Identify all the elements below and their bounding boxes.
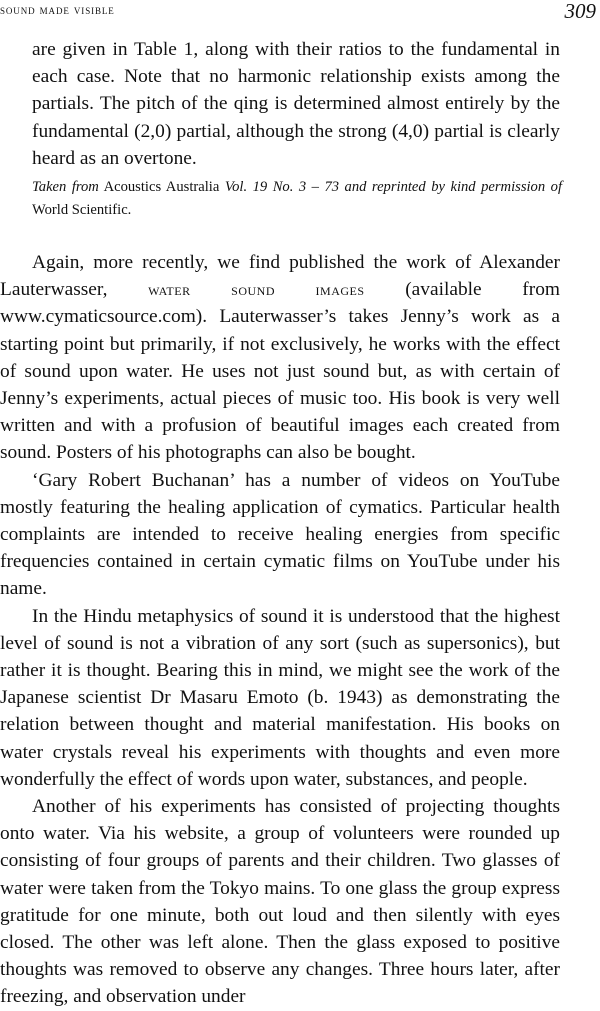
source-prefix: Taken from [32, 179, 99, 195]
paragraph-text: (available from www.cymaticsource.com). Lauterwasser’s takes Jenny’s work as a starting point but primarily, if not exclusively, he works with the effect of sound upon water. He uses not just sound but, as with certain of Jenny’s experiments, actual pieces of music too. His book is very well written and with a profusion of beautiful images each created from sound. Posters of his photographs can also be bought. [0, 279, 560, 464]
paragraph-text: Again, more recently, we find published the work of Alexander Lauterwasser, [0, 252, 560, 301]
main-text [0, 249, 560, 1011]
source-note [32, 176, 562, 221]
source-publisher: World Scientific. [32, 201, 132, 218]
quoted-passage [32, 36, 560, 172]
page-number: 309 [564, 0, 596, 23]
paragraph-experiment: Another of his experiments has consisted of projecting thoughts onto water. Via his website, a group of volunteers were rounded up consisting of four groups of parents and their children. Two glasses of water were taken from the Tokyo mains. To one glass the group express gratitude for one minute, both out loud and then silently with eyes closed. The other was left alone. Then the glass exposed to positive thoughts was removed to observe any changes. Three hours later, after freezing, and observation under [0, 796, 560, 1008]
quoted-paragraph: are given in Table 1, along with their ratios to the fundamental in each case. Note that no harmonic relationship exists among the partials. The pitch of the qing is determined almost entirely by the fundamental (2,0) partial, although the strong (4,0) partial is clearly heard as an overtone. [32, 39, 560, 169]
book-title: water sound images [148, 280, 365, 300]
source-citation: Vol. 19 No. 3 – 73 and reprinted by kind permission of [224, 179, 562, 195]
paragraph-buchanan: ‘Gary Robert Buchanan’ has a number of videos on YouTube mostly featuring the healing application of cymatics. Particular health complaints are intended to receive healing energies from specific frequencies contained in certain cymatic films on YouTube under his name. [0, 469, 560, 600]
source-journal: Acoustics Australia [103, 179, 220, 195]
paragraph-lauterwasser [0, 249, 560, 467]
running-header: sound made visible [0, 2, 115, 17]
paragraph-emoto: In the Hindu metaphysics of sound it is understood that the highest level of sound is not a vibration of any sort (such as supersonics), but rather it is thought. Bearing this in mind, we might see the work of the Japanese scientist Dr Masaru Emoto (b. 1943) as demonstrating the relation between thought and material manifestation. His books on water crystals reveal his experiments with thoughts and even more wonderfully the effect of words upon water, substances, and people. [0, 605, 560, 790]
